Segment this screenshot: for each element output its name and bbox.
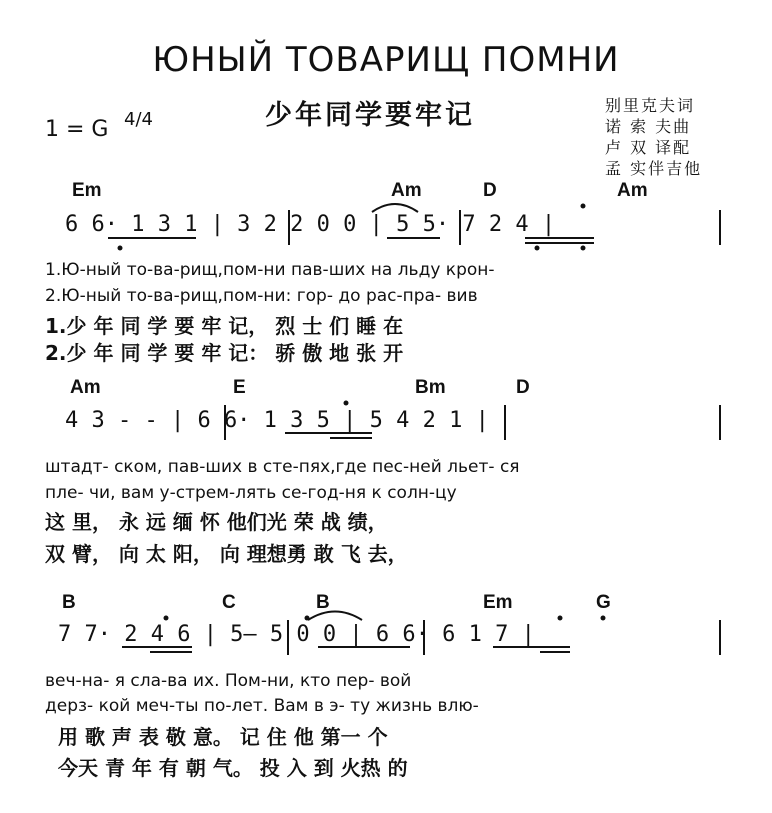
lyric-line-russian-1: веч-на- я сла-ва их. Пом-ни, кто пер- вой [45, 671, 412, 691]
chord-symbol: Em [483, 592, 513, 613]
lyric-line-russian-2: 2.Ю-ный то-ва-рищ,пом-ни: гор- до рас-пра- вив [45, 286, 478, 306]
chord-symbol: Am [391, 180, 422, 201]
lyric-line-chinese-1: 用 歌 声 表 敬 意。 记 住 他 第一 个 [58, 725, 388, 749]
chord-symbol: D [516, 377, 530, 398]
chord-symbol: B [62, 592, 76, 613]
lyric-line-chinese-2: 双 臂， 向 太 阳， 向 理想勇 敢 飞 去， [45, 542, 408, 566]
lyric-line-chinese-1: 1.少 年 同 学 要 牢 记， 烈 士 们 睡 在 [45, 314, 404, 338]
chord-symbol: B [316, 592, 330, 613]
lyric-line-russian-1: 1.Ю-ный то-ва-рищ,пом-ни пав-ших на льду крон- [45, 260, 495, 280]
chord-symbol: D [483, 180, 497, 201]
notation-row: 6 6· 1 3 1 | 3 2 2 0 0 | 5 5· 7 2 4 | [65, 212, 556, 237]
credit-translator: 卢 双 译配 [605, 138, 692, 157]
chord-symbol: E [233, 377, 246, 398]
credit-guitar: 孟 实伴吉他 [605, 159, 703, 178]
lyric-line-chinese-2: 2.少 年 同 学 要 牢 记： 骄 傲 地 张 开 [45, 341, 404, 365]
credit-composer: 诺 索 夫曲 [605, 117, 692, 136]
chord-symbol: Em [72, 180, 102, 201]
lyric-line-chinese-2: 今天 青 年 有 朝 气。 投 入 到 火热 的 [58, 756, 408, 780]
notation-row: 7 7· 2 4 6 | 5— 5 0 0 | 6 6· 6 1 7 | [58, 622, 535, 647]
time-signature: 4/4 [124, 109, 153, 130]
chord-symbol: G [596, 592, 611, 613]
title-chinese: 少年同学要牢记 [265, 100, 475, 131]
chord-symbol: Am [70, 377, 101, 398]
lyric-line-russian-2: пле- чи, вам у-стрем-лять се-год-ня к солн-цу [45, 483, 457, 503]
chord-symbol: C [222, 592, 236, 613]
chord-symbol: Bm [415, 377, 446, 398]
lyric-line-russian-2: дерз- кой меч-ты по-лет. Вам в э- ту жизнь влю- [45, 696, 479, 716]
chord-symbol: Am [617, 180, 648, 201]
credit-lyricist: 别里克夫词 [605, 96, 696, 115]
notation-row: 4 3 - - | 6 6· 1 3 5 | 5 4 2 1 | [65, 408, 489, 433]
title-russian: ЮНЫЙ ТОВАРИЩ ПОМНИ [152, 40, 620, 80]
lyric-line-chinese-1: 这 里， 永 远 缅 怀 他们光 荣 战 绩， [45, 510, 388, 534]
key-signature: 1 = G [45, 117, 109, 142]
lyric-line-russian-1: штадт- ском, пав-ших в сте-пях,где пес-ней льет- ся [45, 457, 520, 477]
